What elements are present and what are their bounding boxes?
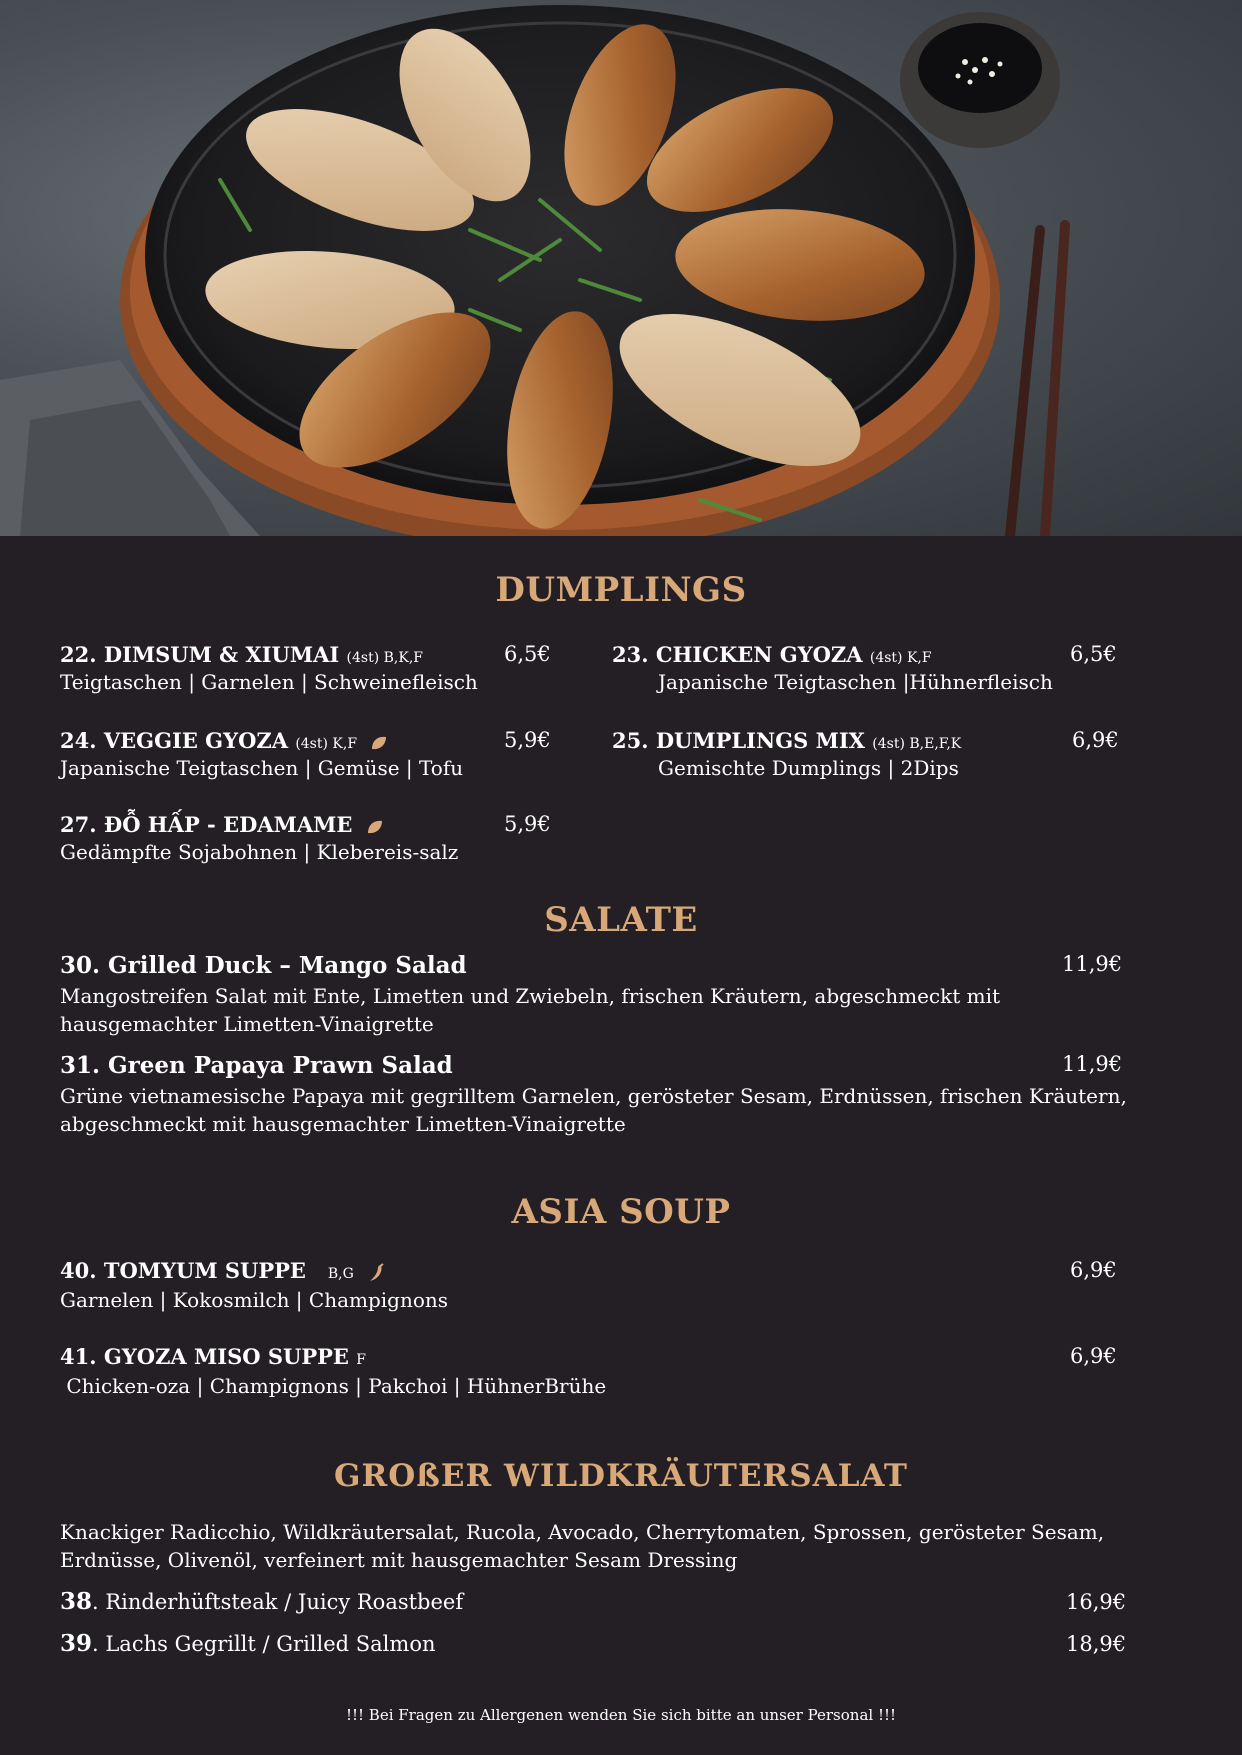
section-title-asia-soup: ASIA SOUP <box>511 1192 731 1232</box>
menu-item-description: Mangostreifen Salat mit Ente, Limetten und Zwiebeln, frischen Kräutern, abgeschmeckt mit hausgemachter Limetten-Vinaigrette <box>60 984 1001 1036</box>
menu-item-price: 11,9€ <box>1062 952 1123 976</box>
menu-item-description: Teigtaschen | Garnelen | Schweinefleisch <box>60 670 478 694</box>
menu-item-description: Gedämpfte Sojabohnen | Klebereis-salz <box>60 840 459 864</box>
menu-item-description: Grüne vietnamesische Papaya mit gegrilltem Garnelen, gerösteter Sesam, Erdnüssen, frischen Kräutern, abgeschmeckt mit hausgemachter Limetten-Vinaigrette <box>60 1084 1127 1136</box>
menu-item-price: 5,9€ <box>504 812 551 836</box>
menu-item-price: 16,9€ <box>1066 1590 1127 1614</box>
section-title-salate: SALATE <box>544 900 698 940</box>
menu-item-description: Garnelen | Kokosmilch | Champignons <box>60 1288 449 1312</box>
section-description: Knackiger Radicchio, Wildkräutersalat, Rucola, Avocado, Cherrytomaten, Sprossen, gerösteter Sesam, Erdnüsse, Olivenöl, verfeinert mit hausgemachter Sesam Dressing <box>60 1520 1105 1572</box>
menu-item-price: 6,9€ <box>1070 1258 1117 1282</box>
section-title-wildkraeutersalat: GROßER WILDKRÄUTERSALAT <box>334 1458 908 1494</box>
menu-item-price: 6,9€ <box>1072 728 1119 752</box>
dumplings-plate-photo <box>0 0 1242 536</box>
menu-item-name: 40. TOMYUM SUPPE B,G <box>60 1258 385 1283</box>
menu-item-price: 6,5€ <box>1070 642 1117 666</box>
leaf-icon <box>366 819 384 835</box>
menu-item-price: 18,9€ <box>1066 1632 1127 1656</box>
menu-item-name: 30. Grilled Duck – Mango Salad <box>60 952 467 979</box>
menu-item-name: 31. Green Papaya Prawn Salad <box>60 1052 453 1079</box>
chili-icon <box>367 1263 385 1283</box>
section-title-dumplings: DUMPLINGS <box>495 570 747 610</box>
menu-item-name: 38. Rinderhüftsteak / Juicy Roastbeef <box>60 1588 464 1615</box>
menu-item-name: 25. DUMPLINGS MIX (4st) B,E,F,K <box>612 728 962 753</box>
menu-item-name: 24. VEGGIE GYOZA (4st) K,F <box>60 728 388 753</box>
menu-item-price: 5,9€ <box>504 728 551 752</box>
menu-item-name: 22. DIMSUM & XIUMAI (4st) B,K,F <box>60 642 423 667</box>
menu-item-description: Japanische Teigtaschen | Gemüse | Tofu <box>60 756 464 780</box>
menu-item-name: 39. Lachs Gegrillt / Grilled Salmon <box>60 1630 436 1657</box>
menu-item-price: 6,5€ <box>504 642 551 666</box>
leaf-icon <box>370 735 388 751</box>
menu-item-price: 11,9€ <box>1062 1052 1123 1076</box>
menu-item-name: 23. CHICKEN GYOZA (4st) K,F <box>612 642 932 667</box>
menu-item-name: 27. ĐỖ HẤP - EDAMAME <box>60 812 384 837</box>
hero-photo <box>0 0 1242 536</box>
menu-item-price: 6,9€ <box>1070 1344 1117 1368</box>
menu-item-description: Gemischte Dumplings | 2Dips <box>658 756 959 780</box>
menu-item-description: Japanische Teigtaschen |Hühnerfleisch <box>658 670 1053 694</box>
menu-item-name: 41. GYOZA MISO SUPPE F <box>60 1344 366 1369</box>
allergen-note: !!! Bei Fragen zu Allergenen wenden Sie sich bitte an unser Personal !!! <box>345 1706 897 1724</box>
menu-item-description: Chicken-oza | Champignons | Pakchoi | HühnerBrühe <box>60 1374 607 1398</box>
